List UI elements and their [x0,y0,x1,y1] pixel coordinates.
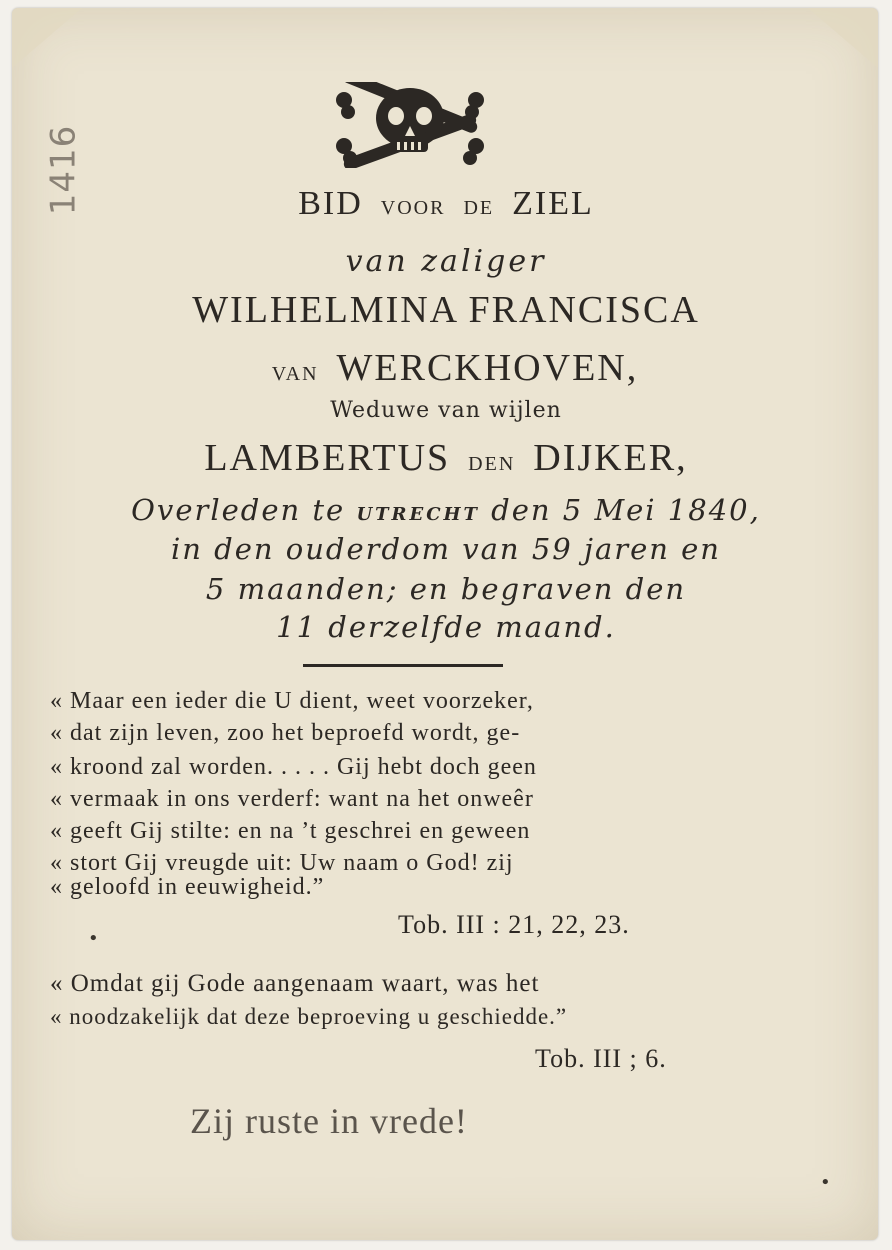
van-zaliger: van zaliger [345,244,547,279]
quote2-line: « Omdat gij Gode aangenaam waart, was het [50,970,540,997]
deceased-surname: WERCKHOVEN, [336,347,639,389]
ink-speck: • [88,928,99,949]
death-date: den 5 Mei 1840, [491,493,761,527]
spouse-surname: DIJKER, [533,437,688,479]
handwritten-archive-number: 1416 [43,124,84,216]
quote1-line: « vermaak in ons verderf: want na het onweêr [50,786,534,812]
title-voor: VOOR [380,197,446,219]
death-line-2: in den ouderdom van 59 jaren en [171,532,721,566]
title-de: DE [463,197,495,219]
deceased-given-names: WILHELMINA FRANCISCA [192,289,700,331]
quote2-line: « noodzakelijk dat deze beproeving u geschiedde.” [50,1004,568,1029]
title-ziel: ZIEL [512,185,594,222]
widow-of: Weduwe van wijlen [330,398,562,423]
death-place: UTRECHT [356,504,480,525]
ink-speck: • [820,1172,831,1193]
skull-and-crossbones-icon [334,82,486,168]
quote1-line: « stort Gij vreugde uit: Uw naam o God! zij [50,850,514,876]
death-line-4: 11 derzelfde maand. [276,610,616,644]
spouse-prefix: DEN [468,453,516,475]
quote2-reference: Tob. III ; 6. [535,1044,667,1073]
spouse-line [0,436,892,480]
title-line [0,185,892,223]
quote1-line: « dat zijn leven, zoo het beproefd wordt, ge- [50,720,521,746]
spouse-given-name: LAMBERTUS [204,437,451,479]
deceased-surname-line [0,346,892,390]
death-overleden: Overleden te [131,493,346,527]
title-bid: BID [298,185,363,222]
folded-corner-left [12,8,82,68]
deceased-prefix: VAN [271,363,319,385]
quote1-line: « geeft Gij stilte: en na ’t geschrei en geween [50,818,531,844]
quote1-line: « geloofd in eeuwigheid.” [50,874,325,900]
death-line-1 [0,493,892,527]
folded-corner-right [808,8,878,68]
quote1-line: « kroond zal worden. . . . . Gij hebt doch geen [50,754,537,780]
divider-rule [303,664,503,667]
closing-prayer: Zij ruste in vrede! [190,1101,468,1141]
quote1-reference: Tob. III : 21, 22, 23. [398,910,630,939]
quote1-line: « Maar een ieder die U dient, weet voorzeker, [50,688,534,714]
death-line-3: 5 maanden; en begraven den [205,572,687,606]
